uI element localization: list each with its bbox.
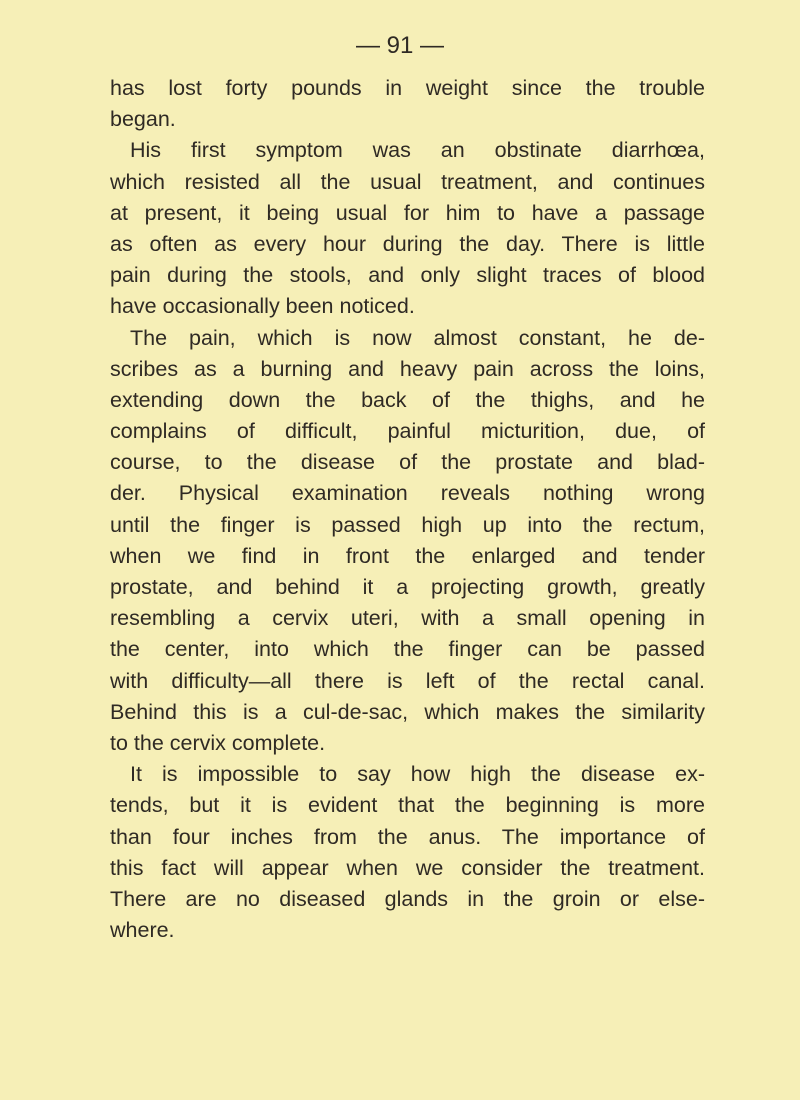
text-line: His first symptom was an obstinate diarrhœa, [130, 138, 705, 163]
text-line: until the finger is passed high up into the rectum, [110, 512, 705, 537]
text-line: It is impossible to say how high the disease ex- [130, 762, 705, 787]
text-line: complains of difficult, painful micturition, due, of [110, 419, 705, 444]
text-line: tends, but it is evident that the beginning is more [110, 793, 705, 818]
text-line: There are no diseased glands in the groin or else- [110, 886, 705, 911]
text-line: which resisted all the usual treatment, and continues [110, 169, 705, 194]
text-line: extending down the back of the thighs, and he [110, 387, 705, 412]
text-line: have occasionally been noticed. [110, 294, 415, 319]
page-number: — 91 — [355, 32, 445, 59]
text-line: began. [110, 107, 176, 132]
text-line: scribes as a burning and heavy pain across the loins, [110, 356, 705, 381]
text-line: than four inches from the anus. The importance of [110, 824, 705, 849]
text-line: resembling a cervix uteri, with a small opening in [110, 606, 705, 631]
text-line: The pain, which is now almost constant, he de- [130, 325, 705, 350]
text-line: course, to the disease of the prostate and blad- [110, 450, 705, 475]
body-text [110, 73, 705, 946]
text-line: prostate, and behind it a projecting growth, greatly [110, 575, 705, 599]
text-line: has lost forty pounds in weight since the trouble [110, 76, 705, 100]
text-line: with difficulty—all there is left of the rectal canal. [110, 668, 705, 693]
text-line: at present, it being usual for him to have a passage [110, 200, 705, 225]
text-line: where. [110, 918, 175, 943]
text-line: this fact will appear when we consider the treatment. [110, 855, 705, 880]
text-line: der. Physical examination reveals nothing wrong [110, 481, 705, 506]
text-line: Behind this is a cul-de-sac, which makes the similarity [110, 699, 705, 724]
text-line: pain during the stools, and only slight traces of blood [110, 263, 705, 288]
text-line: as often as every hour during the day. There is little [110, 231, 705, 256]
text-line: when we find in front the enlarged and tender [110, 543, 705, 568]
text-line: the center, into which the finger can be passed [110, 637, 705, 662]
text-line: to the cervix complete. [110, 730, 326, 755]
